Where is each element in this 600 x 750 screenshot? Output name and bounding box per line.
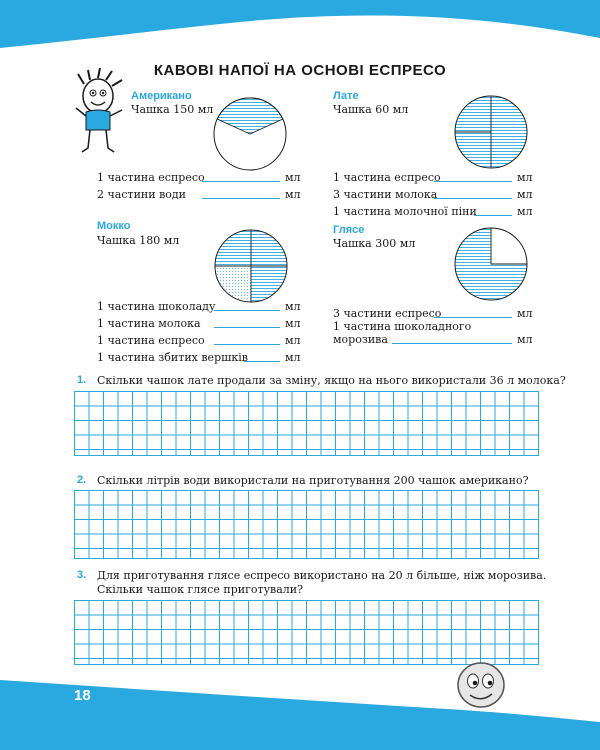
mocha-row-1: [97, 300, 301, 313]
unit-label: мл: [285, 300, 301, 313]
unit-label: мл: [285, 171, 301, 184]
glace-row-2-line-1: 1 частина шоколадного: [333, 320, 472, 333]
answer-blank[interactable]: [434, 317, 512, 318]
mocha-row-4: [97, 351, 301, 364]
americano-cup-size: Чашка 150 мл: [131, 103, 214, 116]
answer-blank[interactable]: [244, 361, 280, 362]
unit-label: мл: [285, 317, 301, 330]
americano-row-2: [97, 188, 301, 201]
answer-grid-3[interactable]: [74, 600, 539, 665]
mocha-row-2: [97, 317, 301, 330]
top-wave-banner: [0, 0, 600, 60]
ingredient-label: морозива: [333, 333, 388, 346]
unit-label: мл: [517, 171, 533, 184]
glace-row-1: [333, 307, 533, 320]
unit-label: мл: [285, 188, 301, 201]
glace-pie-chart: [453, 226, 529, 302]
americano-title: Американо: [131, 90, 192, 102]
question-2-text: Скільки літрів води використали на приготування 200 чашок американо?: [97, 474, 529, 487]
unit-label: мл: [517, 333, 533, 346]
ingredient-label: 1 частина збитих вершків: [97, 351, 248, 364]
question-3-number: 3.: [77, 569, 87, 581]
question-3-line-1: Для приготування глясе еспресо використано на 20 л більше, ніж морозива.: [97, 569, 547, 582]
latte-row-3: [333, 205, 533, 218]
americano-pie-chart: [212, 96, 288, 172]
answer-blank[interactable]: [202, 198, 280, 199]
unit-label: мл: [285, 351, 301, 364]
glace-cup-size: Чашка 300 мл: [333, 237, 416, 250]
glace-row-2-line-2: [333, 333, 533, 346]
unit-label: мл: [517, 205, 533, 218]
answer-blank[interactable]: [392, 343, 512, 344]
ingredient-label: 3 частини еспресо: [333, 307, 442, 320]
answer-grid-1[interactable]: [74, 391, 539, 456]
page-number: 18: [74, 687, 91, 704]
ingredient-label: 1 частина шоколаду: [97, 300, 216, 313]
mocha-pie-chart: [213, 228, 289, 304]
ingredient-label: 2 частини води: [97, 188, 186, 201]
ingredient-label: 1 частина еспресо: [97, 334, 205, 347]
answer-blank[interactable]: [214, 327, 280, 328]
unit-label: мл: [517, 307, 533, 320]
latte-cup-size: Чашка 60 мл: [333, 103, 409, 116]
answer-blank[interactable]: [474, 215, 512, 216]
answer-blank[interactable]: [434, 198, 512, 199]
unit-label: мл: [285, 334, 301, 347]
mocha-title: Мокко: [97, 220, 131, 232]
mocha-row-3: [97, 334, 301, 347]
glace-title: Глясе: [333, 224, 365, 236]
answer-blank[interactable]: [214, 310, 280, 311]
question-3-line-2: Скільки чашок глясе приготували?: [97, 583, 304, 596]
answer-grid-2[interactable]: [74, 490, 539, 559]
question-1-number: 1.: [77, 374, 87, 386]
cartoon-boy-mascot: [70, 68, 128, 156]
ingredient-label: 1 частина еспресо: [97, 171, 205, 184]
ingredient-label: 1 частина молочної піни: [333, 205, 477, 218]
answer-blank[interactable]: [202, 181, 280, 182]
answer-blank[interactable]: [434, 181, 512, 182]
page-title: КАВОВІ НАПОЇ НА ОСНОВІ ЕСПРЕСО: [153, 62, 447, 79]
bottom-wave-banner: [0, 660, 600, 750]
ingredient-label: 1 частина молока: [97, 317, 201, 330]
question-1-text: Скільки чашок лате продали за зміну, якщо на нього використали 36 л молока?: [97, 374, 566, 387]
question-2-number: 2.: [77, 474, 87, 486]
smiley-face-icon: [455, 660, 507, 710]
latte-row-2: [333, 188, 533, 201]
answer-blank[interactable]: [214, 344, 280, 345]
americano-row-1: [97, 171, 301, 184]
mocha-cup-size: Чашка 180 мл: [97, 234, 180, 247]
latte-row-1: [333, 171, 533, 184]
unit-label: мл: [517, 188, 533, 201]
latte-pie-chart: [453, 94, 529, 170]
ingredient-label: 1 частина еспресо: [333, 171, 441, 184]
ingredient-label: 3 частини молока: [333, 188, 438, 201]
latte-title: Лате: [333, 90, 359, 102]
